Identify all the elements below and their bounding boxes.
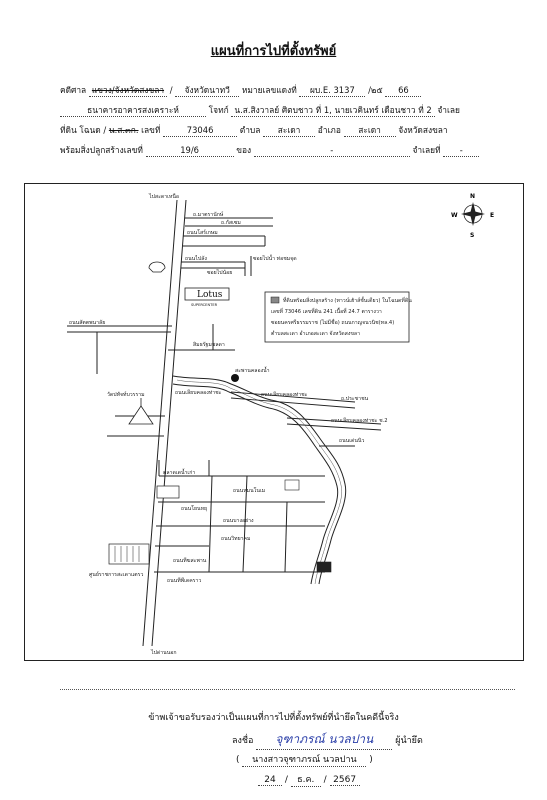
black-case-label: หมายเลขแดงที่ <box>241 85 297 95</box>
label-temple: วัดปทัจท์บวรราม <box>107 392 145 398</box>
label-road-bang: ถนนบางอย่าง <box>223 518 254 524</box>
target-marker <box>231 374 239 382</box>
location-map <box>24 183 524 661</box>
label-road-maimai: ถนนหมนโนเม <box>233 488 266 494</box>
label-road-soi: ถนนโสร์เกษม <box>187 230 218 236</box>
lotus-logo-text: Lotus <box>197 290 223 300</box>
header-line-4: พร้อมสิ่งปลูกสร้างเลขที่ 19/6 ของ - จำเลยที่ - <box>60 144 515 157</box>
printed-name: นางสาวจุฑาภรณ์ นวลปาน <box>242 752 366 767</box>
label-road-deli: ถนนเด่นนิว <box>339 438 365 444</box>
label-to-bottom: ไปด่านนอก <box>151 650 177 656</box>
header-line-2: ธนาคารอาคารสงเคราะห์ โจทก์ น.ส.สิงวาลย์ ศิตบชาว ที่ 1, นายเวคินทร์ เดือนชาว ที่ 2 จำเลย <box>60 104 515 117</box>
owner: - <box>254 144 410 157</box>
legend-text-4: ตำบลสะเดา อำเภอสะเดา จังหวัดสงขลา <box>271 331 361 337</box>
legend-swatch <box>271 297 279 303</box>
label-road-klong3: ถนนเลียบคลองท่าชะ ช.2 <box>331 418 388 424</box>
label-road-bottom: ถนนทีพีเดคราว <box>167 578 202 584</box>
amphoe: สะเดา <box>344 124 396 137</box>
date-month: ธ.ค. <box>291 772 321 787</box>
label-road-saphan: ถนนทีฆสะพาน <box>173 558 207 564</box>
compass-n: N <box>470 193 476 200</box>
defendant-number: - <box>443 144 479 157</box>
plaintiff-name: ธนาคารอาคารสงเคราะห์ <box>60 104 206 117</box>
legend-text-1: ที่ดินพร้อมสิ่งปลูกสร้าง (ทาวน์เฮ้าส์ชั้นเดียว) ในโฉนดที่ดิน <box>283 298 412 304</box>
compass-icon <box>461 202 485 226</box>
label-shell-road: ถนนไปลัง <box>185 256 207 262</box>
tambon: สะเดา <box>263 124 315 137</box>
header-line-1: คดีศาล แขวง/จังหวัดสงขลา / จังหวัดนาทวี หมายเลขแดงที่ ผบ.E. 3137 /๒๕ 66 <box>60 84 515 97</box>
compass-e: E <box>490 212 495 219</box>
document-title: แผนที่การไปที่ตั้งทรัพย์ <box>210 44 337 59</box>
land-number: 73046 <box>163 124 237 137</box>
separator-line <box>60 689 515 690</box>
label-road-kasem: ถ.กัสเซม <box>221 220 241 226</box>
label-road-klong: ถนนเลียบคลองท่าชะ <box>175 390 222 396</box>
map-drawing <box>25 184 525 662</box>
label-road-left: ถนนสัตตพนาลัย <box>69 320 106 326</box>
building-block <box>157 486 179 498</box>
court-name: แขวง/จังหวัดสงขลา <box>89 84 167 97</box>
defendant-names: น.ส.สิงวาลย์ ศิตบชาว ที่ 1, นายเวคินทร์ เดือนชาว ที่ 2 <box>231 104 434 117</box>
shell-icon <box>149 262 165 272</box>
date-row: 24 / ธ.ค. / 2567 <box>258 772 360 787</box>
label-road-vitthaya: ถนนวิทยาคม <box>221 536 251 542</box>
label-bridge: สะพานคลองน้ำ <box>235 368 270 374</box>
label-building-bottom: ศูนย์ราชการสะเดาแตรว <box>89 572 144 578</box>
case-label: คดีศาล <box>60 85 87 95</box>
lotus-logo-sub: SUPERCENTER <box>191 303 218 307</box>
province-court: จังหวัดนาทวี <box>175 84 239 97</box>
temple-icon <box>129 398 153 424</box>
case-year: 66 <box>385 84 421 97</box>
date-year: 2567 <box>330 775 360 786</box>
compass-w: W <box>451 212 458 219</box>
label-building-nearby: สิมธรัฐมชลดา <box>193 342 225 348</box>
label-road-klong2: ถนนเลียบคลองท่าชะ <box>261 392 308 398</box>
certification-text: ข้าพเจ้าขอรับรองว่าเป็นแผนที่การไปที่ตั้งทรัพย์ที่นำยึดในคดีนี้จริง <box>148 713 399 723</box>
label-road-top: ถ.มาตรานักษ์ <box>193 212 224 218</box>
label-soi-mon: ซอยไปน้ำ ท่อชมจุด <box>253 256 297 262</box>
name-row: ( นางสาวจุฑาภรณ์ นวลปาน ) <box>236 752 373 767</box>
building-number: 19/6 <box>146 144 234 157</box>
signature: จุฑาภรณ์ นวลปาน <box>256 730 392 750</box>
label-soi-bawosin: ซอยไปน้อย <box>207 270 233 276</box>
legend-text-3: ซอยนครศรีธรรมราช (ไม่มีชื่อ) ถนนกาญจนวนิช(ทล.4) <box>271 320 395 326</box>
land-type: น.ส.๓ก. <box>108 125 139 135</box>
label-road-yai: ถนนโยนหยุ <box>181 506 208 512</box>
label-road-pracha: ถ.ประชาชน <box>341 396 369 402</box>
label-building-mid: ตลาดเดน้ำเก่า <box>163 470 196 476</box>
compass-s: S <box>470 232 475 239</box>
header-line-3: ที่ดิน โฉนด / น.ส.๓ก. เลขที่ 73046 ตำบล สะเดา อำเภอ สะเดา จังหวัดสงขลา <box>60 125 448 135</box>
bottom-marker <box>317 562 331 572</box>
date-day: 24 <box>258 775 282 786</box>
label-to-top: ไปสะดาเหนือ <box>149 194 179 200</box>
legend-text-2: เลขที่ 73046 เลขที่ดิน 241 เนื้อที่ 24.7 ตารางวา <box>271 309 382 315</box>
black-case-no: ผบ.E. 3137 <box>299 84 365 97</box>
signature-row: ลงชื่อ จุฑาภรณ์ นวลปาน ผู้นำยึด <box>232 730 423 750</box>
canal-edge-2 <box>173 384 338 584</box>
